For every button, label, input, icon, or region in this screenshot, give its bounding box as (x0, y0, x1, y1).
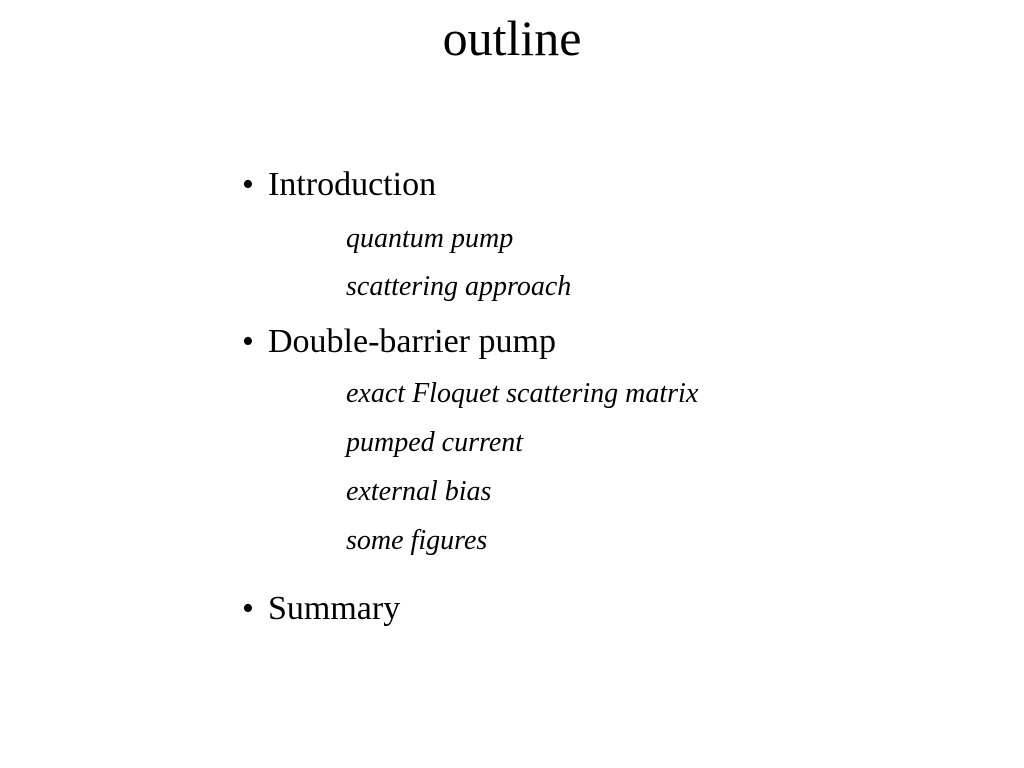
subitem-quantum-pump: quantum pump (346, 223, 514, 254)
subitem-scattering-approach: scattering approach (346, 271, 572, 302)
subitem-pumped-current: pumped current (346, 427, 524, 458)
section-introduction (242, 165, 436, 205)
subitem-external-bias: external bias (346, 476, 492, 507)
subitem-some-figures: some figures (346, 525, 488, 556)
section-label: Introduction (268, 166, 437, 203)
slide-title: outline (442, 10, 582, 66)
section-double-barrier-pump (242, 322, 556, 362)
subitem-exact-floquet-scattering-matrix: exact Floquet scattering matrix (346, 378, 699, 409)
section-label: Double-barrier pump (268, 323, 556, 360)
section-summary (242, 589, 400, 629)
bullet-icon: • (242, 323, 254, 360)
section-label: Summary (268, 590, 401, 627)
bullet-icon: • (242, 166, 254, 203)
bullet-icon: • (242, 590, 254, 627)
